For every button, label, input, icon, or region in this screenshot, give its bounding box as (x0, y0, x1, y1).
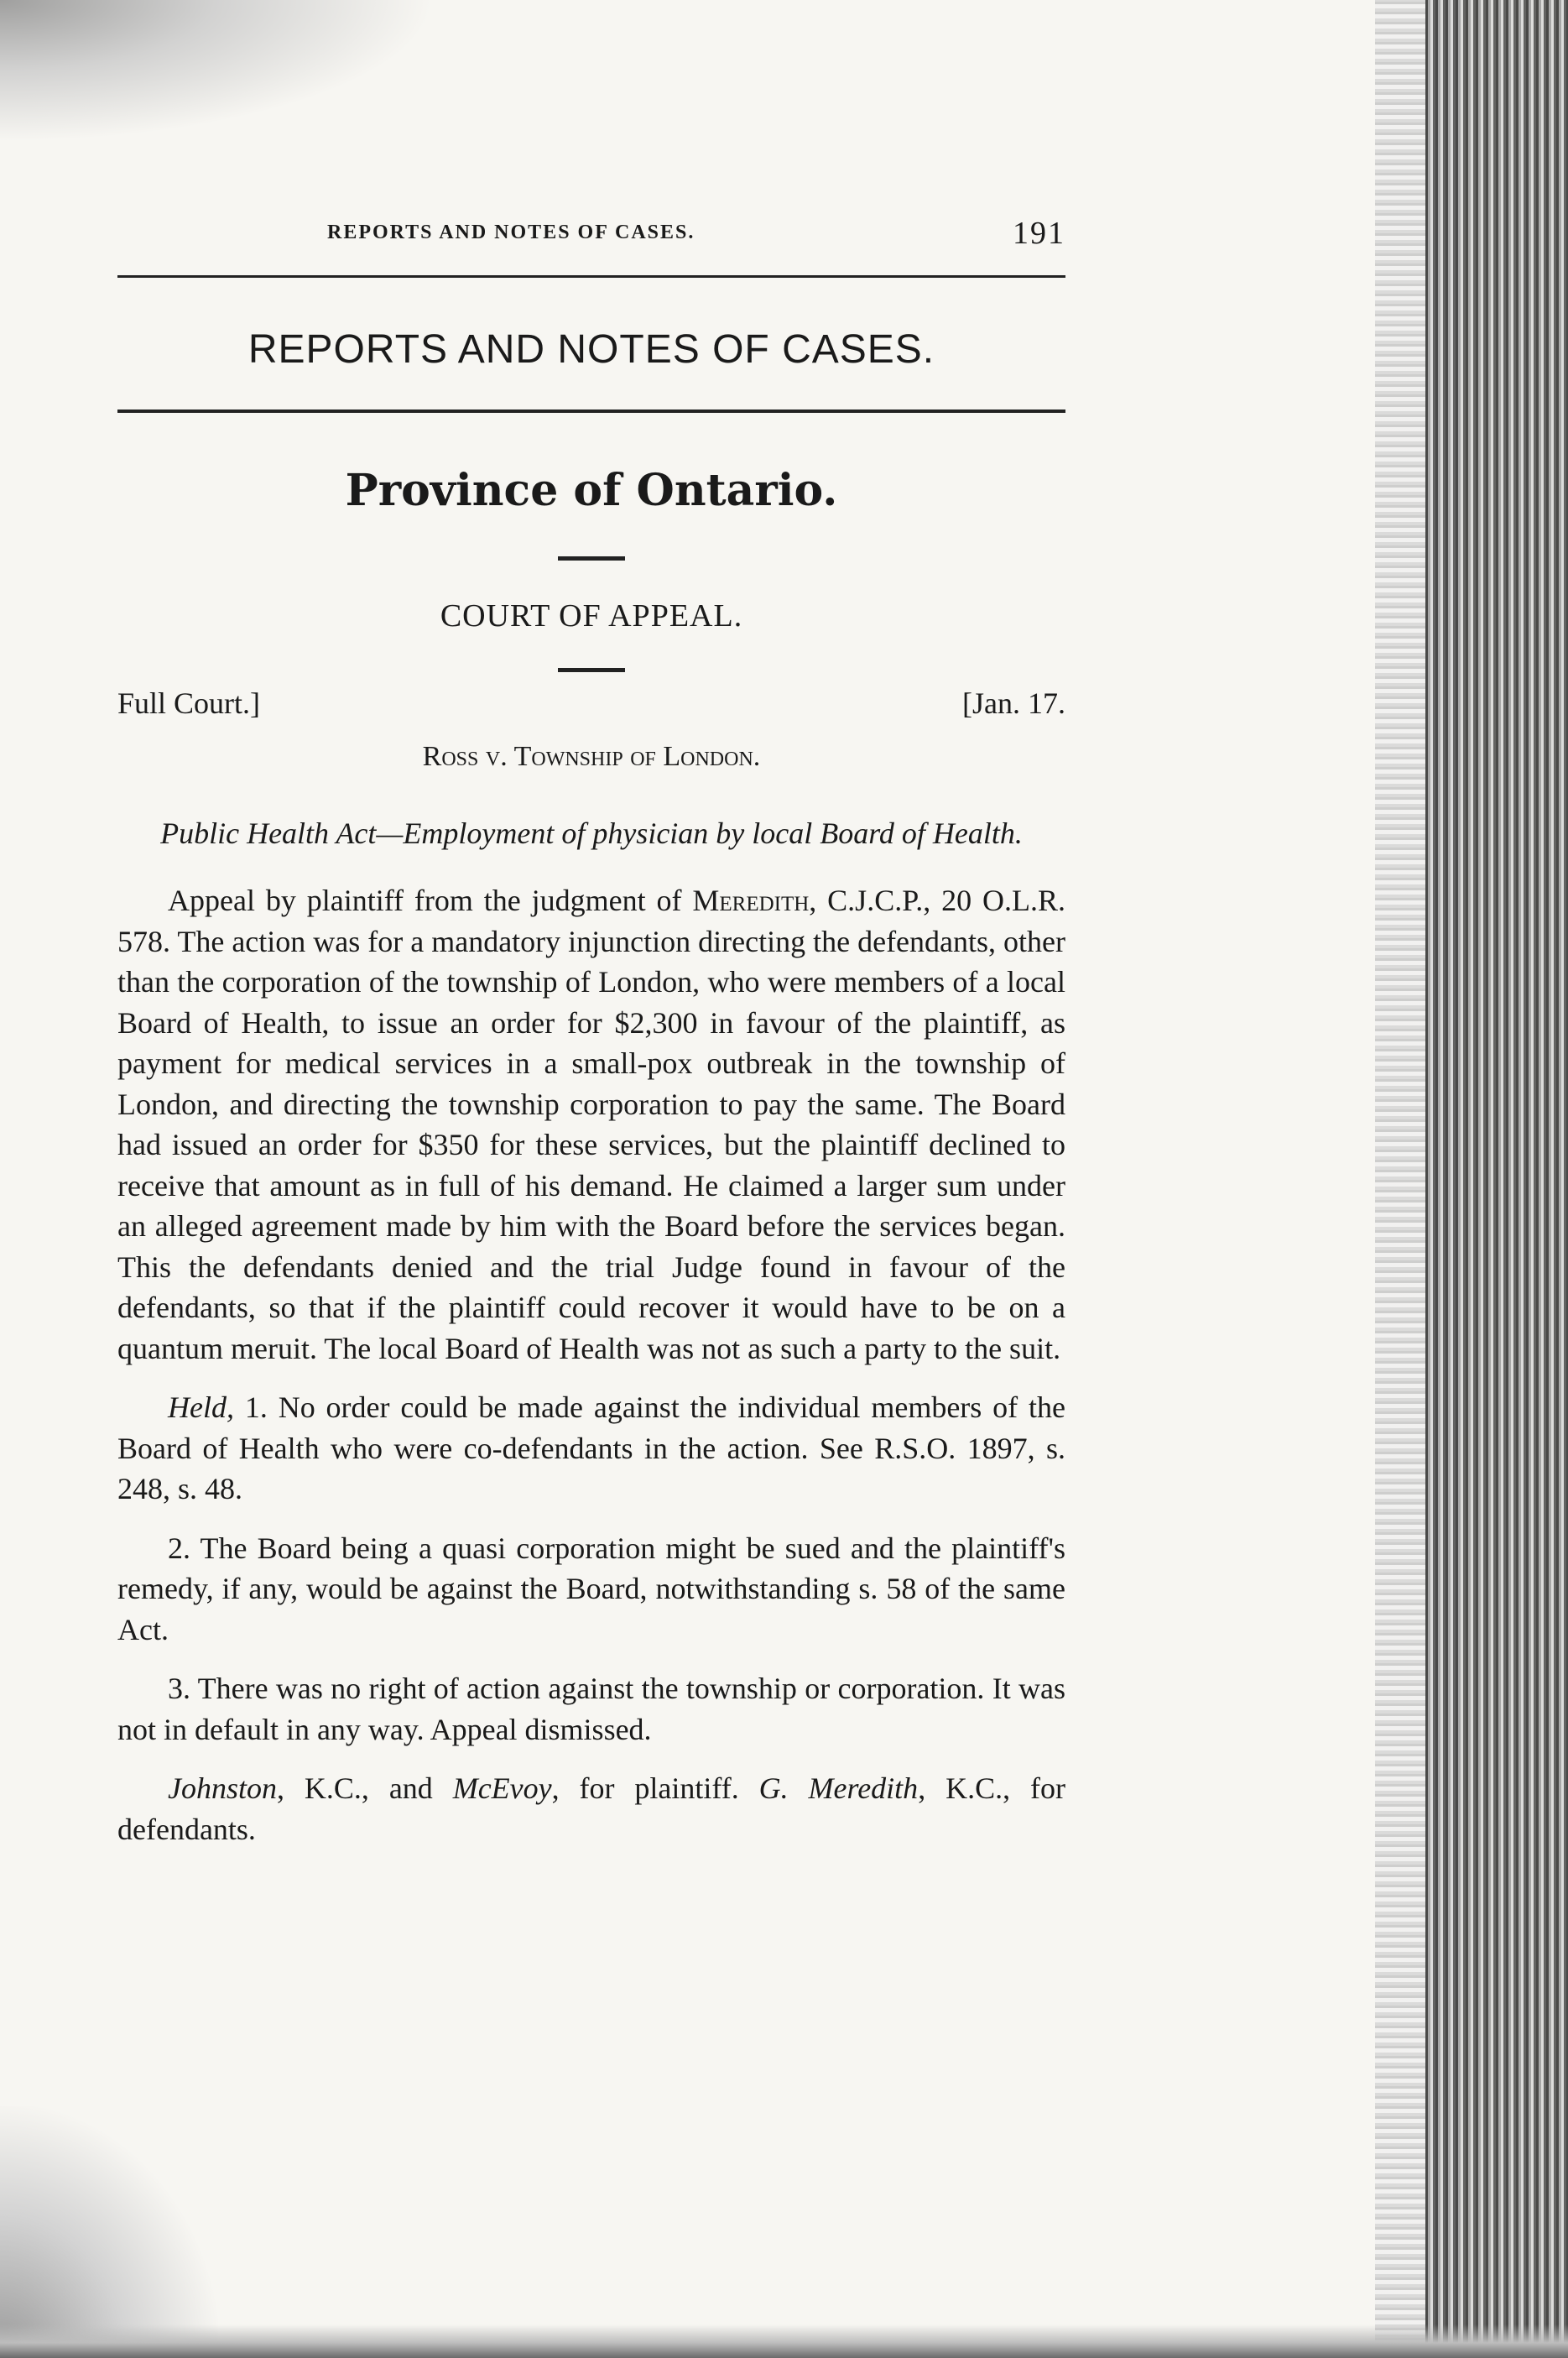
running-head-title: REPORTS AND NOTES OF CASES. (327, 222, 695, 243)
court-label: Full Court.] (117, 686, 261, 720)
divider-short-1 (558, 556, 625, 561)
headnote: Public Health Act—Employment of physician by local Board of Health. (160, 816, 1023, 850)
scan-edge-right (1425, 0, 1568, 2358)
counsel-name-3: G. Meredith (758, 1771, 919, 1805)
counsel-text-1: , K.C., and (277, 1771, 453, 1805)
scan-edge-inner (1375, 0, 1425, 2358)
divider-short-2 (558, 668, 625, 672)
header-rule (117, 275, 1065, 278)
section-rule (117, 410, 1065, 413)
section-title: REPORTS AND NOTES OF CASES. (247, 327, 935, 372)
counsel-text-3: , K.C., for defendants. (117, 1771, 1065, 1846)
scan-shadow-top-left (0, 0, 436, 143)
paragraph-appeal-text-a: Appeal by plaintiff from the judgment of (168, 884, 693, 917)
running-head (117, 210, 1065, 260)
held-1-text: 1. No order could be made against the individual members of the Board of Health who were co-defendants in the action. See R.S.O. 1897, s. 248, s. 48. (117, 1390, 1065, 1505)
page-number: 191 (1013, 216, 1065, 251)
case-meta-row (117, 686, 1065, 721)
held-label: Held, (168, 1390, 234, 1424)
counsel-text-2: , for plaintiff. (551, 1771, 759, 1805)
paragraph-counsel (117, 1768, 1065, 1849)
case-date: [Jan. 17. (962, 686, 1065, 720)
scan-edge-bottom (0, 2324, 1568, 2358)
paragraph-held-3: 3. There was no right of action against the township or corporation. It was not in default in any way. Appeal dismissed. (117, 1672, 1065, 1746)
court-heading: COURT OF APPEAL. (440, 598, 743, 634)
paragraph-held-1 (117, 1387, 1065, 1510)
case-name: Ross v. Township of London. (422, 741, 761, 772)
scan-shadow-bottom-left (0, 2106, 218, 2358)
counsel-name-1: Johnston (168, 1771, 277, 1805)
province-heading: Province of Ontario. (345, 465, 838, 516)
paragraph-appeal-text-b: , C.J.C.P., 20 O.L.R. 578. The action was for a mandatory injunction directing the defendants, other than the corporation of the township of London, who were members of a local Board of Health, to issue an order for $2,300 in favour of the plaintiff, as payment for medical services in a small-pox outbreak in the township of London, and directing the township corporation to pay the same. The Board had issued an order for $350 for these services, but the plaintiff declined to receive that amount as in full of his demand. He claimed a larger sum under an alleged agreement made by him with the Board before the services began. This the defendants denied and the trial Judge found in favour of the defendants, so that if the plaintiff could recover it would have to be on a quantum meruit. The local Board of Health was not as such a party to the suit. (117, 884, 1065, 1365)
judge-name: Meredith (692, 884, 810, 917)
paragraph-held-2: 2. The Board being a quasi corporation might be sued and the plaintiff's remedy, if any, would be against the Board, notwithstanding s. 58 of the same Act. (117, 1531, 1065, 1646)
document-page (117, 210, 1065, 1849)
paragraph-appeal (117, 880, 1065, 1369)
counsel-name-2: McEvoy (452, 1771, 552, 1805)
